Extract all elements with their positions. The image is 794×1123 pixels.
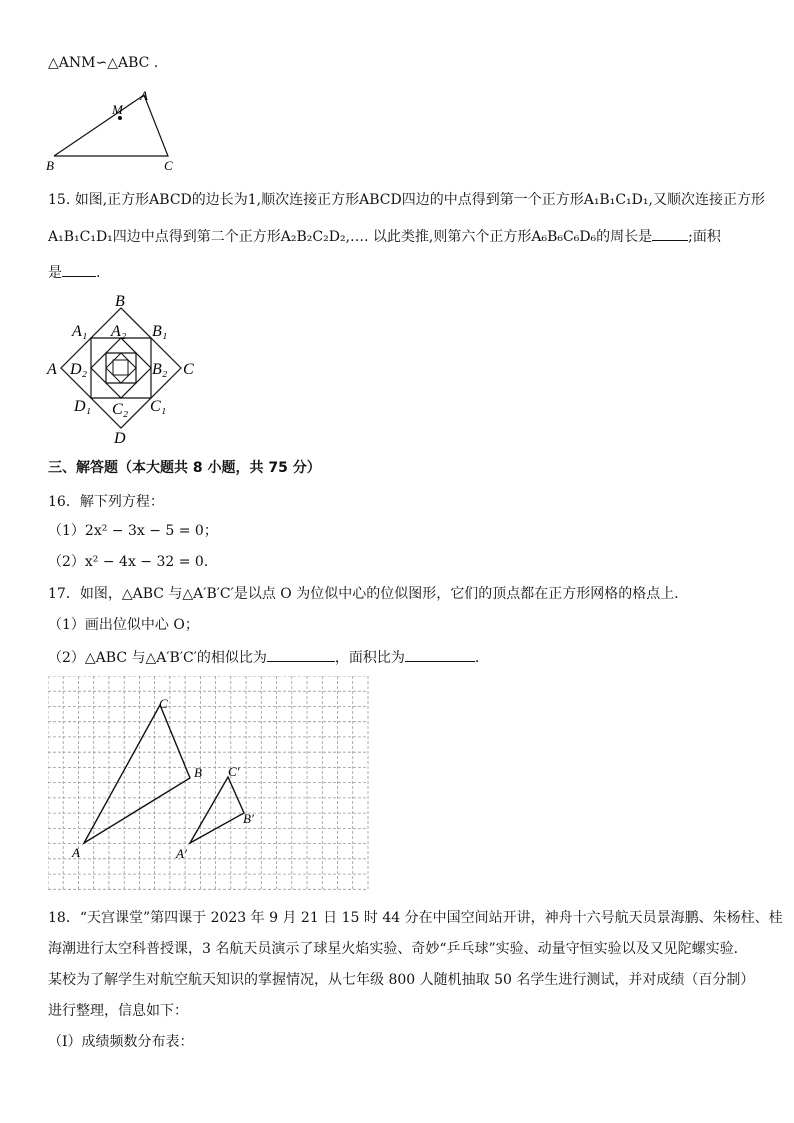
- label-B: B: [194, 765, 202, 780]
- answer-blank-area[interactable]: [62, 262, 96, 277]
- label-D2: D₂: [70, 361, 88, 378]
- q17-part2-tail: ．: [474, 650, 489, 666]
- q15-line3: [48, 262, 100, 283]
- q15-line3-tail: .: [96, 265, 101, 281]
- q18-line1: 18．“天宫课堂”第四课于 2023 年 9 月 21 日 15 时 44 分在中国空间站开讲，神舟十六号航天员景海鹏、朱杨柱、桂: [48, 910, 783, 926]
- q18-line3: 某校为了解学生对航空航天知识的掌握情况，从七年级 800 人随机抽取 50 名学生进行测试，并对成绩（百分制）: [48, 972, 755, 988]
- triangle-A2B2C2: [190, 777, 244, 843]
- label-A2: A₂: [111, 323, 127, 340]
- answer-blank-similarity-ratio[interactable]: [267, 647, 335, 662]
- triangle-ABC: [84, 705, 190, 843]
- q15-line2: [48, 226, 721, 247]
- label-D1: D₁: [74, 398, 92, 415]
- q18-line5: （Ⅰ）成绩频数分布表：: [48, 1034, 194, 1050]
- q15-line1: 15. 如图,正方形ABCD的边长为1,顺次连接正方形ABCD四边的中点得到第一个正方形A₁B₁C₁D₁,又顺次连接正方形: [48, 192, 765, 208]
- label-B: B: [46, 158, 54, 173]
- q18-line4: 进行整理，信息如下：: [48, 1003, 188, 1019]
- label-B-prime: B′: [243, 811, 254, 826]
- section-heading: 三、解答题（本大题共 8 小题，共 75 分）: [48, 460, 321, 476]
- answer-blank-area-ratio[interactable]: [405, 647, 475, 662]
- label-A: A: [140, 88, 148, 103]
- q18-line2: 海潮进行太空科普授课，3 名航天员演示了球星火焰实验、奇妙“乒乓球”实验、动量守恒实验以及又见陀螺实验．: [48, 941, 748, 957]
- q17-part1: （1）画出位似中心 O；: [48, 617, 199, 633]
- q15-line2-text: A₁B₁C₁D₁四边中点得到第二个正方形A₂B₂C₂D₂,…. 以此类推,则第六个正方形A₆B₆C₆D₆的周长是: [48, 229, 653, 245]
- conclusion-text: △ANM∽△ABC .: [48, 55, 159, 71]
- label-C1: C₁: [150, 398, 167, 415]
- label-A: A: [72, 845, 80, 860]
- label-A: A: [47, 361, 57, 378]
- label-A1: A₁: [72, 323, 88, 340]
- q16-part1: （1）2x² − 3x − 5 = 0；: [48, 523, 218, 539]
- q17-part2: [48, 647, 489, 668]
- q15-line3-text: 是: [48, 265, 62, 281]
- q17-part2-mid: ，面积比为: [334, 650, 405, 666]
- label-M: M: [112, 102, 123, 117]
- q17-part2-text: （2）△ABC 与△A′B′C′的相似比为: [48, 650, 267, 666]
- label-C: C: [183, 361, 194, 378]
- nested-squares-figure: [40, 290, 210, 448]
- label-C: C: [164, 158, 173, 173]
- label-C2: C₂: [112, 401, 129, 418]
- q17-title: 17．如图，△ABC 与△A′B′C′是以点 O 为位似中心的位似图形，它们的顶点都在正方形网格的格点上．: [48, 586, 689, 602]
- q16-title: 16．解下列方程：: [48, 494, 164, 510]
- answer-blank-perimeter[interactable]: [652, 226, 688, 241]
- triangle-figure: [40, 84, 190, 180]
- q15-line2-tail: ;面积: [688, 229, 721, 245]
- label-B2: B₂: [152, 361, 168, 378]
- label-B1: B₁: [152, 323, 168, 340]
- label-D: D: [114, 430, 126, 447]
- q16-part2: （2）x² − 4x − 32 = 0．: [48, 554, 218, 570]
- label-B: B: [115, 293, 125, 310]
- label-C: C: [159, 696, 168, 711]
- label-A-prime: A′: [176, 846, 187, 861]
- grid-figure: [48, 676, 370, 896]
- label-C-prime: C′: [228, 764, 240, 779]
